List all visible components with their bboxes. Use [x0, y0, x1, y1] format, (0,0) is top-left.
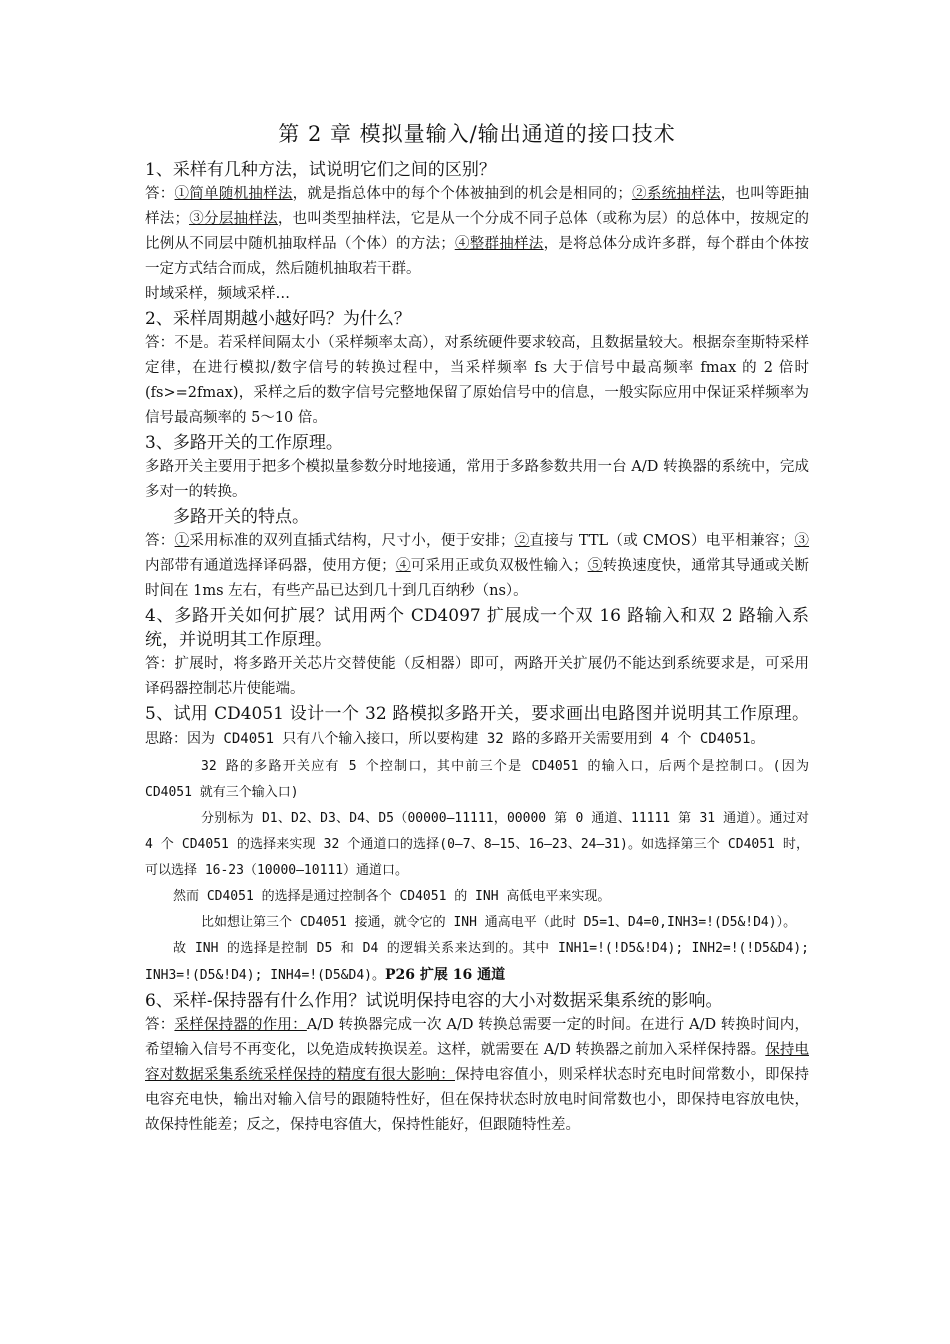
feature-num: ⑤: [587, 558, 603, 574]
answer-6-text-2: 保持电容值小，则采样状态时充电时间常数小，即保持电容充电快，输出对输入信号的跟随特性好，但在保持状态时放电时间常数也小，即保持电容放电快，故保持性能差；反之，保持电容值大，保持性能好，但跟随特性差。: [145, 1067, 810, 1133]
feature-text: 直接与 TTL（或 CMOS）电平相兼容；: [529, 533, 795, 549]
answer-5-p3: 然而 CD4051 的选择是通过控制各个 CD4051 的 INH 高低电平来实现。: [173, 889, 611, 904]
question-5: [145, 702, 809, 752]
answer-text: ，是将总体分成许多群，每个群由个体按一定方式结合而成，然后随机抽取若干群。: [145, 236, 810, 277]
answer-6-text-1: A/D 转换器完成一次 A/D 转换总需要一定的时间。在进行 A/D 转换时间内，希望输入信号不再变化，以免造成转换误差。这样，就需要在 A/D 转换器之前加入采样保持器。: [145, 1017, 810, 1058]
answer-5-p5: [145, 936, 809, 989]
answer-text: ，也叫等距抽样法；: [145, 186, 810, 227]
method-1: ①简单随机抽样法: [174, 186, 293, 202]
feature-num: ①: [174, 533, 190, 549]
feature-num: ④: [395, 558, 411, 574]
question-1: 1、采样有几种方法，试说明它们之间的区别？: [145, 160, 496, 180]
answer-5-p5-tail: P26 扩展 16 通道: [384, 967, 506, 983]
answer-1: [145, 182, 809, 282]
feature-text: 可采用正或负双极性输入；: [410, 558, 588, 574]
answer-prefix: 答：: [145, 533, 175, 549]
sub-question-3: 多路开关的特点。: [173, 507, 309, 527]
answer-prefix: 答：: [145, 186, 175, 202]
question-5-text: 5、试用 CD4051 设计一个 32 路模拟多路开关，要求画出电路图并说明其工作原理。: [145, 704, 809, 724]
answer-5-p4: 比如想让第三个 CD4051 接通，就令它的 INH 通高电平（此时 D5=1、D4=0,INH3=!(D5&!D4)）。: [201, 915, 797, 930]
answer-prefix: 答：: [145, 1017, 175, 1033]
answer-6-heading-2: 保持电容对数据采集系统采样保持的精度有很大影响：: [145, 1042, 810, 1083]
method-3: ③分层抽样法: [189, 211, 278, 227]
answer-text: ，就是指总体中的每个个体被抽到的机会是相同的；: [292, 186, 632, 202]
feature-text: 内部带有通道选择译码器，使用方便；: [145, 558, 396, 574]
answer-text: ，也叫类型抽样法，它是从一个分成不同子总体（或称为层）的总体中，按规定的比例从不同层中随机抽取样品（个体）的方法；: [145, 211, 810, 252]
answer-5-p2: 分别标为 D1、D2、D3、D4、D5（00000—11111，00000 第 0 通道、11111 第 31 通道）。通过对 4 个 CD4051 的选择来实现 32 个通道口的选择(0—7、8—15、16—23、24—31)。如选择第三个 CD4051 时，可以选择 16-23（10000—10111）通道口。: [145, 811, 809, 878]
answer-4: 答：扩展时，将多路开关芯片交替使能（反相器）即可，两路开关扩展仍不能达到系统要求是，可采用译码器控制芯片使能端。: [145, 656, 809, 697]
page-title: 第 2 章 模拟量输入/输出通道的接口技术: [278, 122, 676, 146]
feature-num: ②: [514, 533, 530, 549]
answer-2: 答：不是。若采样间隔太小（采样频率太高），对系统硬件要求较高，且数据量较大。根据奈奎斯特采样定律，在进行模拟/数字信号的转换过程中，当采样频率 fs 大于信号中最高频率 fmax 的 2 倍时(fs>=2fmax)，采样之后的数字信号完整地保留了原始信号中的信息，一般实际应用中保证采样频率为信号最高频率的 5～10 倍。: [145, 335, 809, 426]
feature-num: ③: [794, 533, 810, 549]
answer-6: [145, 1013, 809, 1138]
feature-text: 转换速度快，通常其导通或关断时间在 1ms 左右，有些产品已达到几十到几百纳秒（ns）。: [145, 558, 810, 599]
answer-5-p5-text: 故 INH 的选择是控制 D5 和 D4 的逻辑关系来达到的。其中 INH1=!(!D5&!D4); INH2=!(!D5&D4); INH3=!(D5&!D4); INH4=!(D5&D4)。: [145, 941, 809, 983]
answer-3: 多路开关主要用于把多个模拟量参数分时地接通，常用于多路参数共用一台 A/D 转换器的系统中，完成多对一的转换。: [145, 459, 809, 500]
question-6: 6、采样-保持器有什么作用？试说明保持电容的大小对数据采集系统的影响。: [145, 991, 723, 1011]
question-5-idea: 思路：因为 CD4051 只有八个输入接口，所以要构建 32 路的多路开关需要用到 4 个 CD4051。: [145, 731, 765, 747]
method-4: ④整群抽样法: [454, 236, 544, 252]
question-2: 2、采样周期越小越好吗？为什么？: [145, 309, 411, 329]
answer-1-extra: 时域采样，频域采样…: [145, 286, 290, 302]
method-2: ②系统抽样法: [631, 186, 721, 202]
answer-5-p1: 32 路的多路开关应有 5 个控制口，其中前三个是 CD4051 的输入口，后两个是控制口。(因为 CD4051 就有三个输入口): [145, 759, 809, 800]
document-page: [145, 118, 809, 1138]
question-3: 3、多路开关的工作原理。: [145, 433, 343, 453]
feature-text: 采用标准的双列直插式结构，尺寸小，便于安排；: [189, 533, 515, 549]
question-4: 4、多路开关如何扩展？试用两个 CD4097 扩展成一个双 16 路输入和双 2 路输入系统，并说明其工作原理。: [145, 606, 809, 650]
answer-6-heading-1: 采样保持器的作用：: [174, 1017, 307, 1033]
answer-3-features: [145, 529, 809, 604]
